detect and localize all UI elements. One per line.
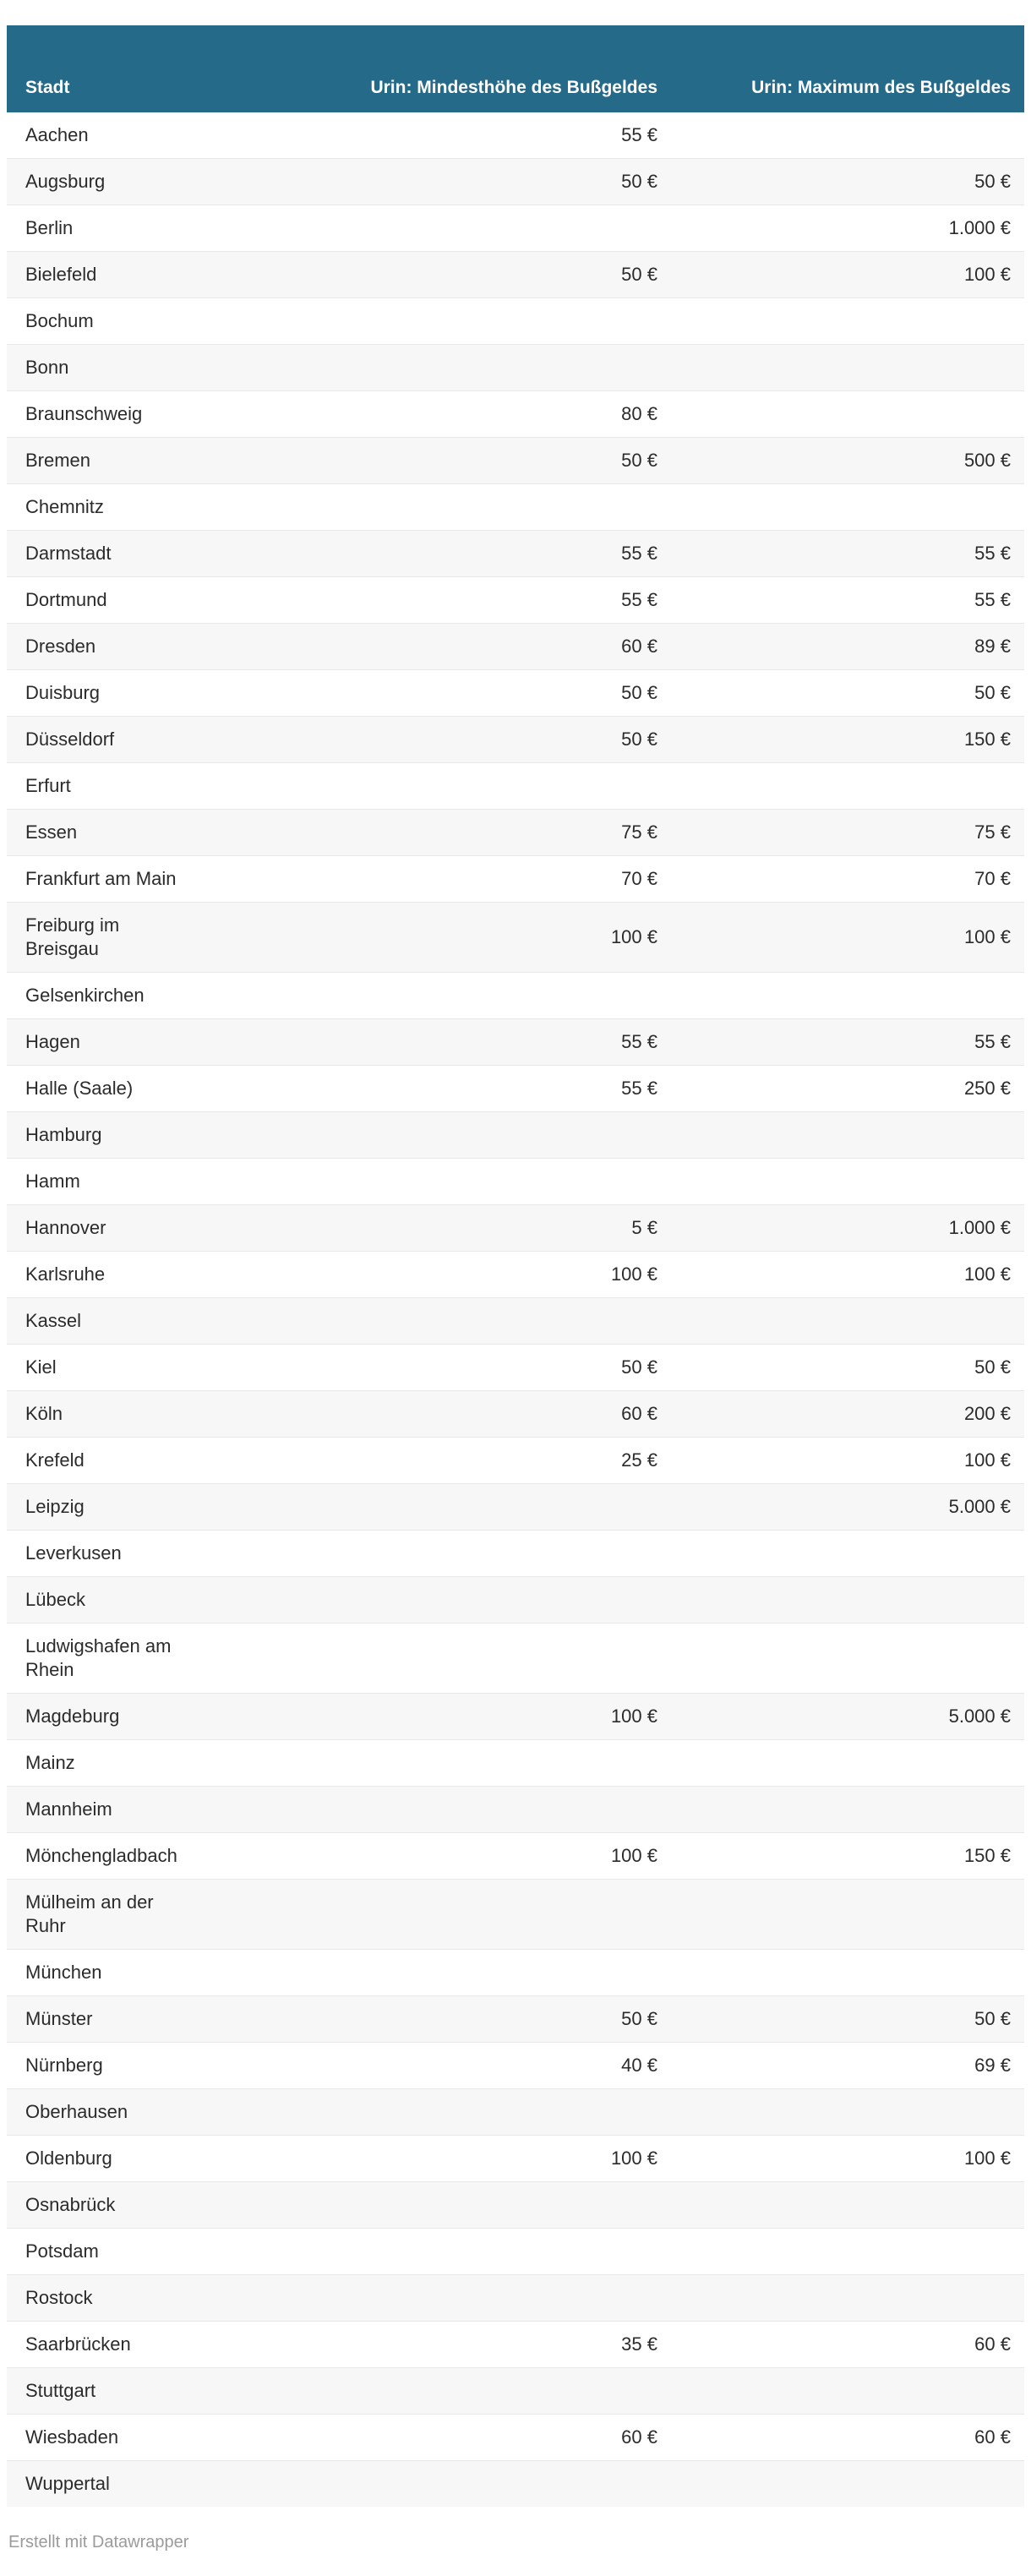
table-row bbox=[7, 2461, 1024, 2508]
max-fine-cell: 69 € bbox=[663, 2043, 1024, 2089]
max-fine-cell bbox=[663, 1112, 1024, 1159]
min-fine-cell: 100 € bbox=[191, 903, 663, 973]
max-fine-cell: 55 € bbox=[663, 577, 1024, 624]
min-fine-cell: 50 € bbox=[191, 1996, 663, 2043]
city-cell: Essen bbox=[7, 810, 191, 856]
max-fine-cell bbox=[663, 391, 1024, 438]
min-fine-cell bbox=[191, 1787, 663, 1833]
city-cell: Münster bbox=[7, 1996, 191, 2043]
table-row bbox=[7, 810, 1024, 856]
city-cell: Saarbrücken bbox=[7, 2322, 191, 2368]
min-fine-cell bbox=[191, 2229, 663, 2275]
city-cell: Duisburg bbox=[7, 670, 191, 717]
max-fine-cell: 1.000 € bbox=[663, 1205, 1024, 1252]
min-fine-cell: 55 € bbox=[191, 1066, 663, 1112]
city-cell: Potsdam bbox=[7, 2229, 191, 2275]
table-row bbox=[7, 205, 1024, 252]
min-fine-cell: 40 € bbox=[191, 2043, 663, 2089]
city-cell: Gelsenkirchen bbox=[7, 973, 191, 1019]
table-row bbox=[7, 2322, 1024, 2368]
column-header-min-fine: Urin: Mindesthöhe des Bußgeldes bbox=[191, 25, 663, 112]
city-cell: Aachen bbox=[25, 124, 89, 145]
max-fine-cell bbox=[663, 1624, 1024, 1694]
table-row bbox=[7, 1484, 1024, 1531]
city-cell: Hagen bbox=[7, 1019, 191, 1066]
table-row bbox=[7, 345, 1024, 391]
table-row bbox=[7, 1298, 1024, 1345]
table-row bbox=[7, 531, 1024, 577]
max-fine-cell: 75 € bbox=[663, 810, 1024, 856]
max-fine-cell: 60 € bbox=[663, 2415, 1024, 2461]
table-row bbox=[7, 2089, 1024, 2136]
max-fine-cell bbox=[663, 763, 1024, 810]
max-fine-cell: 200 € bbox=[663, 1391, 1024, 1438]
table-row bbox=[7, 112, 1024, 159]
table-header bbox=[7, 25, 1024, 112]
min-fine-cell: 55 € bbox=[621, 124, 657, 145]
min-fine-cell bbox=[191, 1112, 663, 1159]
table-row bbox=[7, 2229, 1024, 2275]
min-fine-cell: 100 € bbox=[191, 1252, 663, 1298]
table-row bbox=[7, 159, 1024, 205]
table-row bbox=[7, 2415, 1024, 2461]
min-fine-cell: 50 € bbox=[191, 159, 663, 205]
table-row bbox=[7, 670, 1024, 717]
city-cell: Wuppertal bbox=[7, 2461, 191, 2508]
city-cell: Bonn bbox=[7, 345, 191, 391]
max-fine-cell: 89 € bbox=[663, 624, 1024, 670]
min-fine-cell: 50 € bbox=[191, 717, 663, 763]
city-cell: Oldenburg bbox=[7, 2136, 191, 2182]
min-fine-cell bbox=[191, 1624, 663, 1694]
max-fine-cell bbox=[663, 1577, 1024, 1624]
city-cell: München bbox=[7, 1950, 191, 1996]
min-fine-cell: 55 € bbox=[191, 1019, 663, 1066]
table-row bbox=[7, 903, 1024, 973]
max-fine-cell bbox=[663, 973, 1024, 1019]
table-row bbox=[7, 577, 1024, 624]
min-fine-cell bbox=[191, 1484, 663, 1531]
city-cell: Wiesbaden bbox=[7, 2415, 191, 2461]
min-fine-cell bbox=[191, 1740, 663, 1787]
max-fine-cell bbox=[663, 2182, 1024, 2229]
city-cell: Hamburg bbox=[7, 1112, 191, 1159]
max-fine-cell: 50 € bbox=[663, 1996, 1024, 2043]
header-row bbox=[7, 25, 1024, 112]
max-fine-cell bbox=[663, 484, 1024, 531]
city-cell: Chemnitz bbox=[7, 484, 191, 531]
min-fine-cell: 50 € bbox=[191, 438, 663, 484]
city-cell: Dortmund bbox=[7, 577, 191, 624]
max-fine-cell bbox=[663, 2461, 1024, 2508]
min-fine-cell: 70 € bbox=[191, 856, 663, 903]
city-cell: Braunschweig bbox=[7, 391, 191, 438]
table-row bbox=[7, 1833, 1024, 1880]
max-fine-cell bbox=[663, 298, 1024, 345]
max-fine-cell: 150 € bbox=[663, 1833, 1024, 1880]
table-row bbox=[7, 1787, 1024, 1833]
table-row bbox=[7, 1577, 1024, 1624]
table-row bbox=[7, 1112, 1024, 1159]
city-cell: Mülheim an der Ruhr bbox=[7, 1880, 191, 1950]
fines-table bbox=[7, 25, 1024, 2507]
min-fine-cell: 60 € bbox=[191, 2415, 663, 2461]
city-cell: Lübeck bbox=[7, 1577, 191, 1624]
max-fine-cell: 50 € bbox=[663, 159, 1024, 205]
table-row bbox=[7, 1996, 1024, 2043]
max-fine-cell bbox=[663, 1298, 1024, 1345]
max-fine-cell: 1.000 € bbox=[663, 205, 1024, 252]
city-cell: Bochum bbox=[7, 298, 191, 345]
city-cell: Bremen bbox=[7, 438, 191, 484]
min-fine-cell bbox=[191, 484, 663, 531]
min-fine-cell bbox=[191, 298, 663, 345]
min-fine-cell bbox=[191, 1577, 663, 1624]
table-row bbox=[7, 1438, 1024, 1484]
min-fine-cell: 50 € bbox=[191, 252, 663, 298]
city-cell: Osnabrück bbox=[7, 2182, 191, 2229]
city-cell: Hannover bbox=[7, 1205, 191, 1252]
city-cell: Dresden bbox=[7, 624, 191, 670]
max-fine-cell: 250 € bbox=[663, 1066, 1024, 1112]
min-fine-cell bbox=[191, 205, 663, 252]
min-fine-cell bbox=[191, 2182, 663, 2229]
max-fine-cell: 5.000 € bbox=[663, 1484, 1024, 1531]
table-row bbox=[7, 1880, 1024, 1950]
max-fine-cell: 500 € bbox=[663, 438, 1024, 484]
min-fine-cell: 50 € bbox=[191, 670, 663, 717]
min-fine-cell: 100 € bbox=[191, 1833, 663, 1880]
table-row bbox=[7, 484, 1024, 531]
table-row bbox=[7, 2368, 1024, 2415]
max-fine-cell bbox=[663, 2089, 1024, 2136]
city-cell: Freiburg im Breisgau bbox=[7, 903, 191, 973]
city-cell: Leverkusen bbox=[7, 1531, 191, 1577]
min-fine-cell bbox=[191, 2275, 663, 2322]
min-fine-cell bbox=[191, 763, 663, 810]
max-fine-cell: 100 € bbox=[663, 252, 1024, 298]
min-fine-cell bbox=[191, 345, 663, 391]
table-row bbox=[7, 1066, 1024, 1112]
min-fine-cell: 5 € bbox=[191, 1205, 663, 1252]
table-row bbox=[7, 1624, 1024, 1694]
city-cell: Karlsruhe bbox=[7, 1252, 191, 1298]
max-fine-cell: 50 € bbox=[663, 670, 1024, 717]
table-row bbox=[7, 1740, 1024, 1787]
city-cell: Oberhausen bbox=[7, 2089, 191, 2136]
city-cell: Hamm bbox=[7, 1159, 191, 1205]
city-cell: Magdeburg bbox=[7, 1694, 191, 1740]
table-row bbox=[7, 1950, 1024, 1996]
table-row bbox=[7, 1345, 1024, 1391]
max-fine-cell: 55 € bbox=[663, 1019, 1024, 1066]
max-fine-cell bbox=[663, 345, 1024, 391]
min-fine-cell: 55 € bbox=[191, 577, 663, 624]
min-fine-cell bbox=[191, 973, 663, 1019]
city-cell: Krefeld bbox=[7, 1438, 191, 1484]
max-fine-cell bbox=[663, 1880, 1024, 1950]
max-fine-cell: 150 € bbox=[663, 717, 1024, 763]
table-row bbox=[7, 624, 1024, 670]
min-fine-cell: 75 € bbox=[191, 810, 663, 856]
min-fine-cell: 100 € bbox=[191, 1694, 663, 1740]
city-cell: Düsseldorf bbox=[7, 717, 191, 763]
city-cell: Halle (Saale) bbox=[7, 1066, 191, 1112]
column-header-stadt: Stadt bbox=[7, 25, 191, 112]
table-row bbox=[7, 1019, 1024, 1066]
table-row bbox=[7, 973, 1024, 1019]
datawrapper-credit-link[interactable]: Erstellt mit Datawrapper bbox=[8, 2533, 189, 2551]
min-fine-cell bbox=[191, 1159, 663, 1205]
max-fine-cell: 5.000 € bbox=[663, 1694, 1024, 1740]
city-cell: Köln bbox=[7, 1391, 191, 1438]
max-fine-cell: 100 € bbox=[663, 2136, 1024, 2182]
min-fine-cell bbox=[191, 1950, 663, 1996]
city-cell: Rostock bbox=[7, 2275, 191, 2322]
city-cell: Augsburg bbox=[7, 159, 191, 205]
table-row bbox=[7, 252, 1024, 298]
min-fine-cell bbox=[191, 2461, 663, 2508]
max-fine-cell: 100 € bbox=[663, 1438, 1024, 1484]
table-row bbox=[7, 1159, 1024, 1205]
max-fine-cell: 100 € bbox=[663, 903, 1024, 973]
min-fine-cell bbox=[191, 2368, 663, 2415]
max-fine-cell: 60 € bbox=[663, 2322, 1024, 2368]
city-cell: Mainz bbox=[7, 1740, 191, 1787]
city-cell: Nürnberg bbox=[7, 2043, 191, 2089]
max-fine-cell bbox=[663, 1950, 1024, 1996]
column-header-max-fine: Urin: Maximum des Bußgeldes bbox=[663, 25, 1024, 112]
min-fine-cell: 60 € bbox=[191, 1391, 663, 1438]
table-row bbox=[7, 298, 1024, 345]
max-fine-cell bbox=[663, 1159, 1024, 1205]
city-cell: Kiel bbox=[7, 1345, 191, 1391]
max-fine-cell bbox=[663, 112, 1024, 159]
min-fine-cell: 80 € bbox=[191, 391, 663, 438]
max-fine-cell bbox=[663, 1787, 1024, 1833]
max-fine-cell bbox=[663, 2368, 1024, 2415]
table-row bbox=[7, 717, 1024, 763]
table-row bbox=[7, 2043, 1024, 2089]
min-fine-cell: 25 € bbox=[191, 1438, 663, 1484]
city-cell: Erfurt bbox=[7, 763, 191, 810]
max-fine-cell: 100 € bbox=[663, 1252, 1024, 1298]
table-row bbox=[7, 438, 1024, 484]
max-fine-cell bbox=[663, 1740, 1024, 1787]
city-cell: Mannheim bbox=[7, 1787, 191, 1833]
max-fine-cell: 70 € bbox=[663, 856, 1024, 903]
table-row bbox=[7, 2275, 1024, 2322]
min-fine-cell: 35 € bbox=[191, 2322, 663, 2368]
min-fine-cell: 50 € bbox=[191, 1345, 663, 1391]
table-row bbox=[7, 2182, 1024, 2229]
table-row bbox=[7, 1252, 1024, 1298]
table-row bbox=[7, 1694, 1024, 1740]
min-fine-cell: 100 € bbox=[191, 2136, 663, 2182]
city-cell: Berlin bbox=[7, 205, 191, 252]
city-cell: Mönchengladbach bbox=[7, 1833, 191, 1880]
city-cell: Darmstadt bbox=[7, 531, 191, 577]
min-fine-cell: 55 € bbox=[191, 531, 663, 577]
min-fine-cell bbox=[191, 1298, 663, 1345]
table-row bbox=[7, 856, 1024, 903]
city-cell: Ludwigshafen am Rhein bbox=[7, 1624, 191, 1694]
min-fine-cell: 60 € bbox=[191, 624, 663, 670]
city-cell: Leipzig bbox=[7, 1484, 191, 1531]
table-body bbox=[7, 112, 1024, 2507]
max-fine-cell: 55 € bbox=[663, 531, 1024, 577]
min-fine-cell bbox=[191, 1880, 663, 1950]
min-fine-cell bbox=[191, 2089, 663, 2136]
city-cell: Stuttgart bbox=[7, 2368, 191, 2415]
city-cell: Frankfurt am Main bbox=[7, 856, 191, 903]
table-row bbox=[7, 391, 1024, 438]
table-row bbox=[7, 1391, 1024, 1438]
max-fine-cell bbox=[663, 1531, 1024, 1577]
table-row bbox=[7, 1205, 1024, 1252]
max-fine-cell: 50 € bbox=[663, 1345, 1024, 1391]
max-fine-cell bbox=[663, 2229, 1024, 2275]
city-cell: Bielefeld bbox=[7, 252, 191, 298]
table-row bbox=[7, 1531, 1024, 1577]
max-fine-cell bbox=[663, 2275, 1024, 2322]
table-row bbox=[7, 763, 1024, 810]
table-row bbox=[7, 2136, 1024, 2182]
city-cell: Kassel bbox=[7, 1298, 191, 1345]
min-fine-cell bbox=[191, 1531, 663, 1577]
